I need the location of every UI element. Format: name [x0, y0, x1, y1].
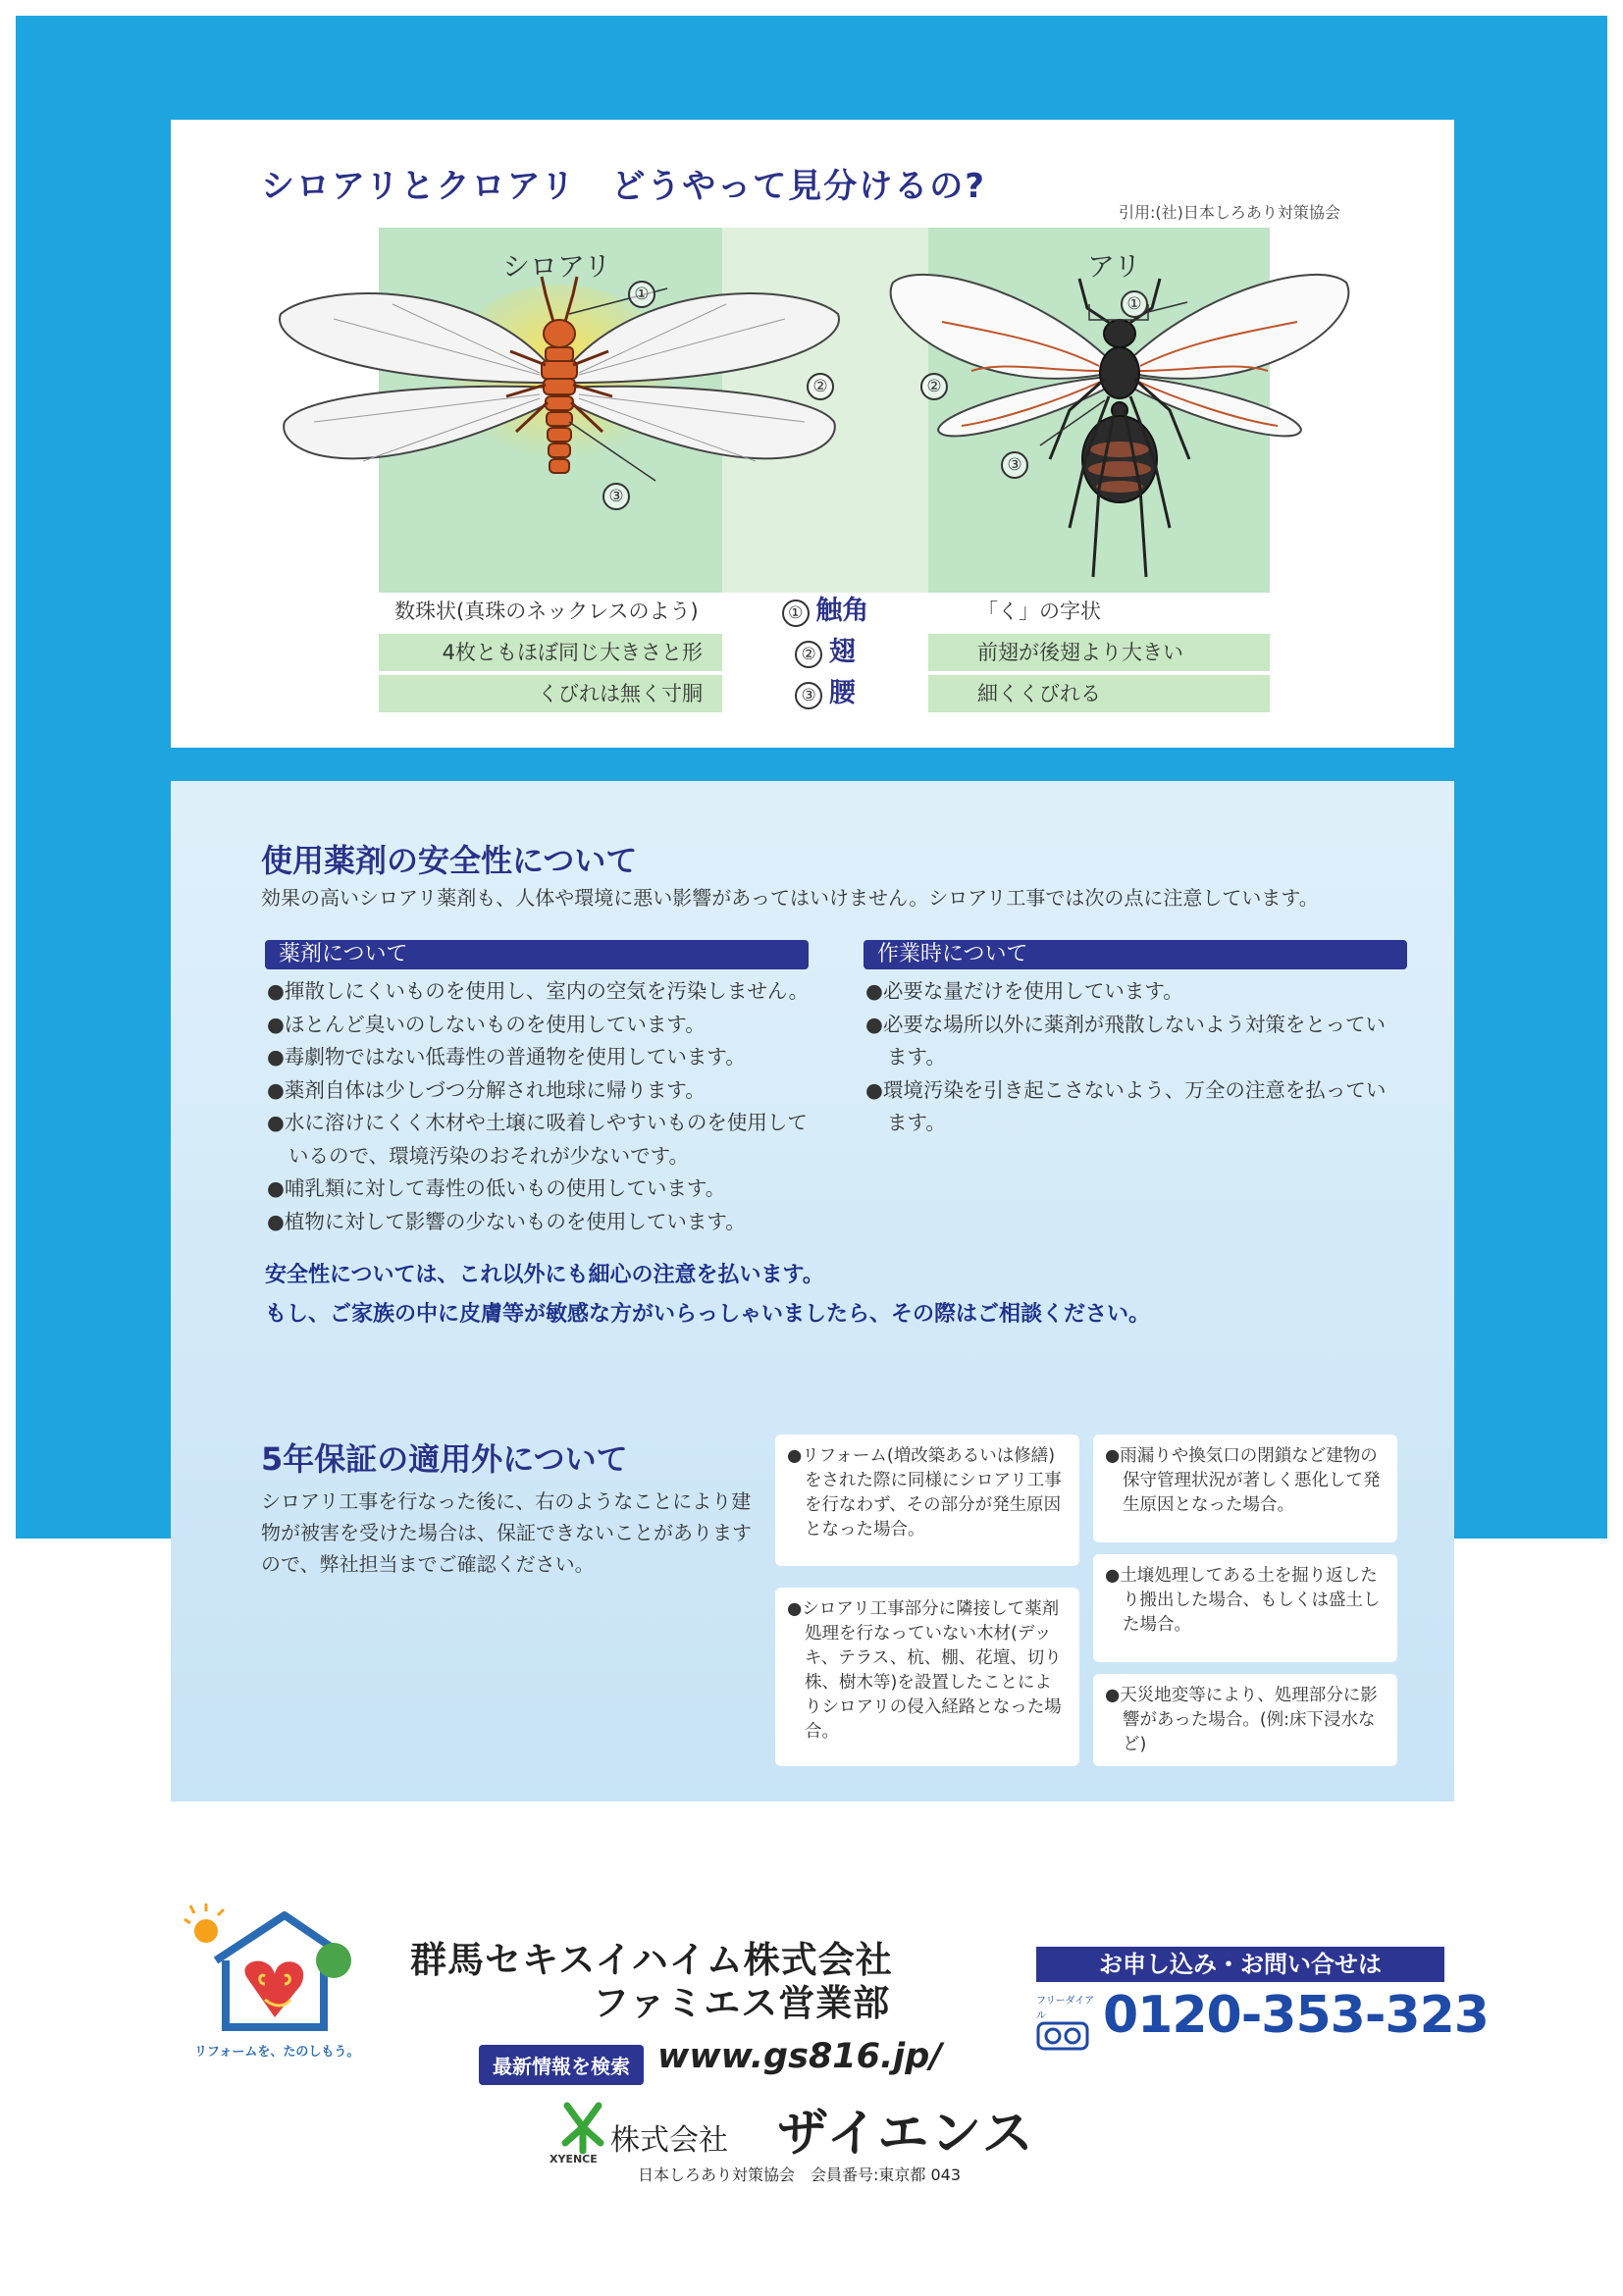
- warranty-item: ●雨漏りや換気口の閉鎖など建物の保守管理状況が著しく悪化して発生原因となった場合。: [1093, 1435, 1397, 1542]
- xyence-logo-text: XYENCE: [550, 2153, 598, 2166]
- row3-feature: ③ 腰: [722, 675, 928, 712]
- phone-number[interactable]: 0120-353-323: [1103, 1986, 1489, 2045]
- citation: 引用:(社)日本しろあり対策協会: [1119, 203, 1340, 222]
- warranty-item: ●天災地変等により、処理部分に影響があった場合。(例:床下浸水など): [1093, 1674, 1397, 1766]
- safety-title: 使用薬剤の安全性について: [261, 842, 638, 879]
- ant-label: アリ: [1087, 250, 1141, 283]
- freedial-icon: [1036, 2021, 1089, 2051]
- list-item: ●必要な場所以外に薬剤が飛散しないよう対策をとっています。: [865, 1012, 1386, 1069]
- callout-2-termite: ②: [807, 373, 834, 400]
- termite-label: シロアリ: [502, 250, 611, 283]
- warranty-item: ●土壌処理してある土を掘り返したり搬出した場合、もしくは盛土した場合。: [1093, 1554, 1397, 1662]
- row2-right: 前翅が後翅より大きい: [928, 634, 1270, 671]
- website-url[interactable]: www.gs816.jp/: [657, 2037, 943, 2076]
- callout-1-ant: ①: [1121, 290, 1148, 318]
- list-item: ●ほとんど臭いのしないものを使用しています。: [267, 1012, 706, 1036]
- row1-left: 数珠状(真珠のネックレスのよう): [379, 593, 722, 630]
- row1-right: 「く」の字状: [928, 593, 1270, 630]
- callout-3-ant: ③: [1001, 451, 1028, 479]
- row3-right: 細くくびれる: [928, 675, 1270, 712]
- company-name: 群馬セキスイハイム株式会社 ファミエス営業部: [410, 1939, 893, 2024]
- freedial-mark: フリーダイアル: [1036, 1992, 1095, 2055]
- list-item: ●薬剤自体は少しづつ分解され地球に帰ります。: [267, 1077, 706, 1102]
- row3-left: くびれは無く寸胴: [379, 675, 722, 712]
- list-item: ●毒劇物ではない低毒性の普通物を使用しています。: [267, 1045, 746, 1069]
- termite-illustration: [275, 275, 844, 520]
- warranty-item: ●リフォーム(増改築あるいは修繕)をされた際に同様にシロアリ工事を行なわず、その部分が発生原因となった場合。: [775, 1435, 1079, 1566]
- warranty-item: ●シロアリ工事部分に隣接して薬剤処理を行なっていない木材(デッキ、テラス、杭、棚、花壇、切り株、樹木等)を設置したことによりシロアリの侵入経路となった場合。: [775, 1588, 1079, 1766]
- safety-note: 安全性については、これ以外にも細心の注意を払います。 もし、ご家族の中に皮膚等が敏感な方がいらっしゃいましたら、その際はご相談ください。: [265, 1263, 1151, 1327]
- list-item: ●哺乳類に対して毒性の低いもの使用しています。: [267, 1176, 726, 1200]
- xyence-name: ザイエンス: [777, 2105, 1035, 2164]
- warranty-text: シロアリ工事を行なった後に、右のようなことにより建物が被害を受けた場合は、保証できないことがありますので、弊社担当までご確認ください。: [261, 1489, 752, 1576]
- logo-caption: リフォームを、たのしもう。: [194, 2045, 360, 2060]
- safety-intro: 効果の高いシロアリ薬剤も、人体や環境に悪い影響があってはいけません。シロアリ工事では次の点に注意しています。: [261, 886, 1319, 910]
- callout-1-termite: ①: [628, 281, 655, 308]
- row2-left: 4枚ともほぼ同じ大きさと形: [379, 634, 722, 671]
- chemical-heading: 薬剤について: [265, 940, 809, 969]
- row1-feature: ① 触角: [722, 593, 928, 630]
- association-number: 日本しろあり対策協会 会員番号:東京都 043: [638, 2166, 962, 2184]
- comparison-title: シロアリとクロアリ どうやって見分けるの?: [261, 167, 987, 206]
- list-item: ●植物に対して影響の少ないものを使用しています。: [267, 1209, 746, 1233]
- list-item: ●水に溶けにくく木材や土壌に吸着しやすいものを使用しているので、環境汚染のおそれが少ないです。: [267, 1111, 808, 1168]
- work-heading: 作業時について: [864, 940, 1407, 969]
- work-list: [865, 975, 1395, 1140]
- search-tag: 最新情報を検索: [479, 2045, 644, 2085]
- reform-logo: [177, 1902, 353, 2059]
- chemical-list: [267, 975, 816, 1238]
- list-item: ●揮散しにくいものを使用し、室内の空気を汚染しません。: [267, 979, 810, 1003]
- callout-3-termite: ③: [602, 483, 630, 510]
- warranty-title: 5年保証の適用外について: [261, 1440, 628, 1478]
- row2-feature: ② 翅: [722, 634, 928, 671]
- callout-2-ant: ②: [920, 373, 948, 400]
- contact-label: お申し込み・お問い合せは: [1036, 1947, 1444, 1982]
- company-type: 株式会社: [610, 2123, 728, 2158]
- xyence-logo: [555, 2100, 610, 2155]
- list-item: ●環境汚染を引き起こさないよう、万全の注意を払っています。: [865, 1077, 1387, 1134]
- ant-illustration: [883, 263, 1354, 587]
- list-item: ●必要な量だけを使用しています。: [865, 979, 1183, 1003]
